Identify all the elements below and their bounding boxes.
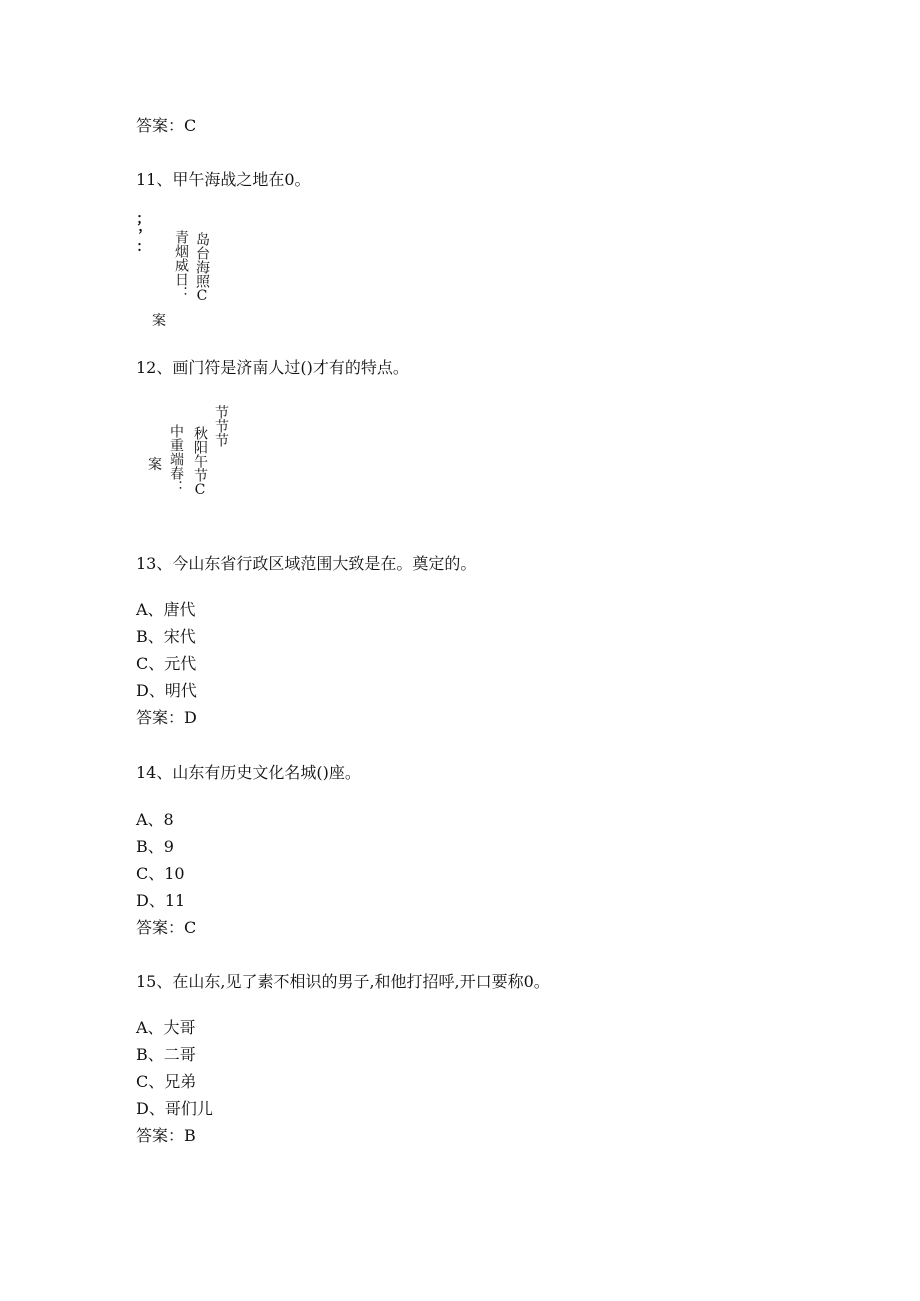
q11-options-col1: 青烟威日： — [173, 230, 189, 300]
q11-options-col2: 岛台海照C — [194, 232, 210, 304]
q15-option-a: A、大哥 — [136, 1018, 196, 1037]
q14-answer: 答案：C — [136, 918, 197, 937]
q14-option-d: D、11 — [136, 891, 186, 910]
q12-options-col1: 中重端春： — [168, 424, 184, 494]
q11-answer-char: 案 — [152, 313, 166, 329]
q15-option-d: D、哥们儿 — [136, 1099, 213, 1118]
q11-question: 11、甲午海战之地在0。 — [136, 170, 311, 189]
q15-answer: 答案：B — [136, 1126, 196, 1145]
q14-option-b: B、9 — [136, 837, 174, 856]
q11-marks: ；，： — [127, 214, 143, 256]
q12-options-col2: 秋阳午节C — [192, 426, 208, 498]
q14-option-c: C、10 — [136, 864, 185, 883]
q15-option-c: C、兄弟 — [136, 1072, 197, 1091]
q12-options-col3: 节节节 — [213, 405, 229, 447]
q13-option-d: D、明代 — [136, 681, 197, 700]
q10-answer: 答案：C — [136, 116, 197, 135]
q13-answer: 答案：D — [136, 708, 197, 727]
q15-question: 15、在山东,见了素不相识的男子,和他打招呼,开口要称0。 — [136, 972, 550, 991]
q13-option-c: C、元代 — [136, 654, 197, 673]
q13-option-a: A、唐代 — [136, 600, 196, 619]
q14-question: 14、山东有历史文化名城()座。 — [136, 763, 361, 782]
q13-question: 13、今山东省行政区域范围大致是在。奠定的。 — [136, 554, 477, 573]
q13-option-b: B、宋代 — [136, 627, 196, 646]
q15-option-b: B、二哥 — [136, 1045, 196, 1064]
q14-option-a: A、8 — [136, 810, 174, 829]
q12-question: 12、画门符是济南人过()才有的特点。 — [136, 358, 409, 377]
q12-answer-char: 案 — [148, 457, 162, 473]
